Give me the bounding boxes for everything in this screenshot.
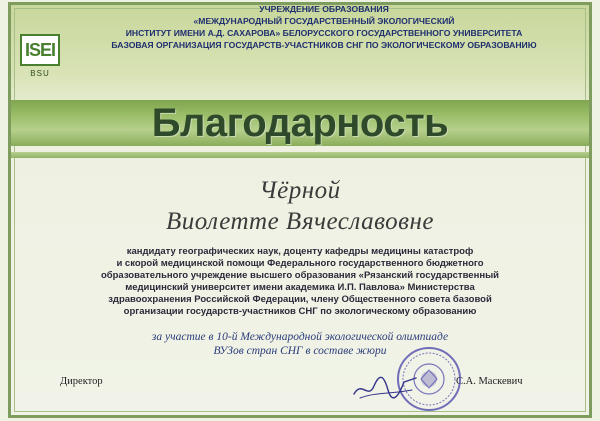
logo-mark: ISEI (20, 34, 60, 66)
description-line: здравоохранения Российской Федерации, члену Общественного совета базовой (108, 294, 492, 305)
institution-header (64, 3, 584, 51)
recipient-given-name: Виолетте Вячеславовне (166, 208, 434, 235)
handwritten-signature-icon (350, 372, 420, 402)
header-line-1: УЧРЕЖДЕНИЕ ОБРАЗОВАНИЯ (259, 4, 389, 14)
description-line: медицинский университет имени академика И.П. Павлова» Министерства (125, 282, 475, 293)
signatory-name: С.А. Маскевич (456, 376, 523, 387)
logo-subtitle: BSU (30, 69, 50, 78)
description-line: кандидату географических наук, доценту кафедры медицины катастроф (126, 246, 474, 257)
description-line: организации государств-участников СНГ по экологическому образованию (123, 306, 477, 317)
header-line-2: «МЕЖДУНАРОДНЫЙ ГОСУДАРСТВЕННЫЙ ЭКОЛОГИЧЕСКИЙ (193, 16, 455, 26)
header-line-3: ИНСТИТУТ ИМЕНИ А.Д. САХАРОВА» БЕЛОРУССКОГО ГОСУДАРСТВЕННОГО УНИВЕРСИТЕТА (125, 28, 523, 38)
reason-line: ВУЗов стран СНГ в составе жюри (213, 345, 387, 357)
header-line-4: БАЗОВАЯ ОРГАНИЗАЦИЯ ГОСУДАРСТВ-УЧАСТНИКОВ СНГ ПО ЭКОЛОГИЧЕСКОМУ ОБРАЗОВАНИЮ (111, 40, 537, 50)
isei-logo (20, 34, 60, 82)
description-line: образовательного учреждение высшего образования «Рязанский государственный (100, 270, 500, 281)
certificate-title: Благодарность (151, 101, 449, 145)
title-band-underline (11, 152, 589, 158)
recipient-surname: Чёрной (259, 177, 341, 204)
reason-line: за участие в 10-й Международной экологической олимпиаде (151, 331, 449, 343)
signatory-role: Директор (60, 376, 103, 387)
recipient-description (60, 246, 540, 318)
description-line: и скорой медицинской помощи Федерального государственного бюджетного (116, 258, 484, 269)
